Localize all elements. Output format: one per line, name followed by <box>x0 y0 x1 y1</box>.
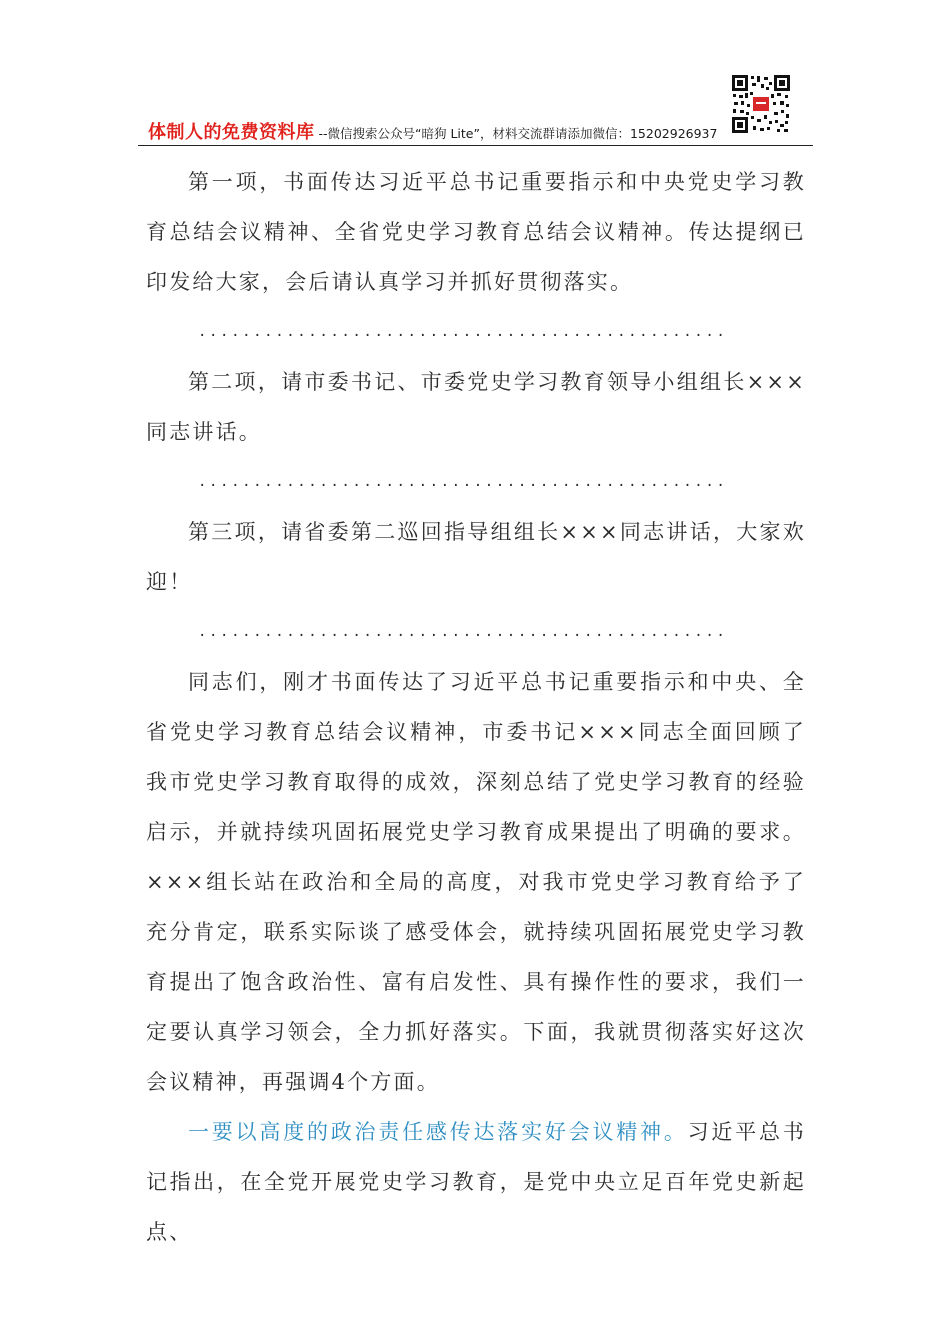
point-text: 习近平总书记指出，在全党开展党史学习教育，是党中央立足百年党史新起点、 <box>146 1120 807 1244</box>
ellipsis-line: ................................................ <box>198 324 728 340</box>
page-header <box>148 118 808 144</box>
qr-code-icon <box>731 74 791 134</box>
point-heading: 一要以高度的政治责任感传达落实好会议精神。 <box>188 1120 688 1144</box>
header-divider <box>138 145 813 146</box>
paragraph-summary: 同志们，刚才书面传达了习近平总书记重要指示和中央、全省党史学习教育总结会议精神，市委书记×××同志全面回顾了我市党史学习教育取得的成效，深刻总结了党史学习教育的经验启示，并就持续巩固拓展党史学习教育成果提出了明确的要求。×××组长站在政治和全局的高度，对我市党史学习教育给予了充分肯定，联系实际谈了感受体会，就持续巩固拓展党史学习教育提出了饱含政治性、富有启发性、具有操作性的要求，我们一定要认真学习领会，全力抓好落实。下面，我就贯彻落实好这次会议精神，再强调4个方面。 <box>146 670 806 1094</box>
paragraph-item-3: 第三项，请省委第二巡回指导组组长×××同志讲话，大家欢迎！ <box>146 520 806 594</box>
header-note: --微信搜索公众号“暗狗 Lite”，材料交流群请添加微信：15202926937 <box>318 126 718 141</box>
paragraph-item-2: 第二项，请市委书记、市委党史学习教育领导小组组长×××同志讲话。 <box>146 370 806 444</box>
document-body <box>146 157 806 1257</box>
ellipsis-line: ................................................ <box>198 624 728 640</box>
paragraph-point-1 <box>146 1107 806 1257</box>
ellipsis-line: ................................................ <box>198 474 728 490</box>
header-brand: 体制人的免费资料库 <box>148 122 315 143</box>
paragraph-item-1: 第一项，书面传达习近平总书记重要指示和中央党史学习教育总结会议精神、全省党史学习教育总结会议精神。传达提纲已印发给大家，会后请认真学习并抓好贯彻落实。 <box>146 170 806 294</box>
